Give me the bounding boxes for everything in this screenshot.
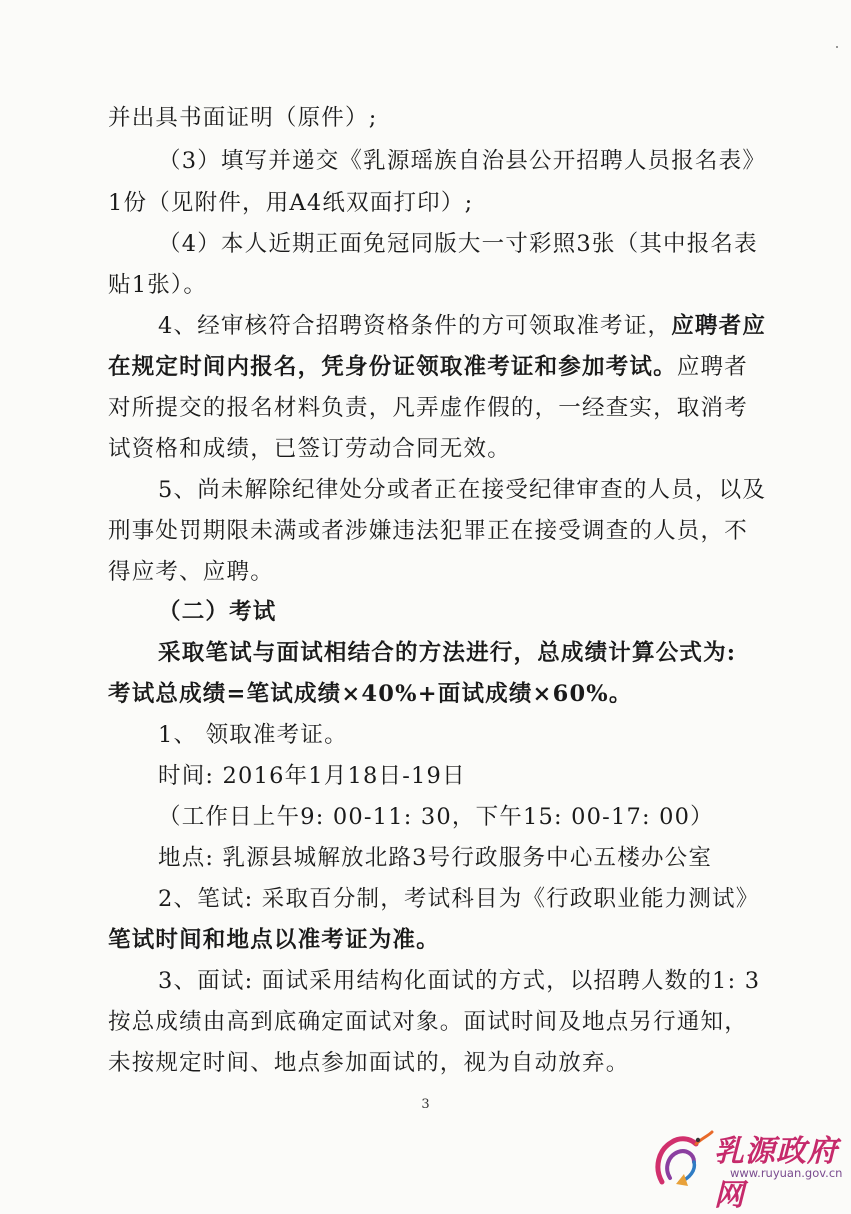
text-line: 3、面试: 面试采用结构化面试的方式，以招聘人数的1: 3 bbox=[158, 968, 761, 994]
dragon-logo-icon bbox=[650, 1124, 716, 1190]
text-line: 2、笔试: 采取百分制，考试科目为《行政职业能力测试》 bbox=[158, 886, 760, 912]
text-line: 1、 领取准考证。 bbox=[158, 722, 348, 748]
text-line: 1份（见附件，用A4纸双面打印）; bbox=[108, 190, 474, 216]
text-line: （3）填写并递交《乳源瑶族自治县公开招聘人员报名表》 bbox=[158, 148, 767, 174]
text-line: 在规定时间内报名，凭身份证领取准考证和参加考试。应聘者 bbox=[108, 354, 748, 380]
text-line: 按总成绩由高到底确定面试对象。面试时间及地点另行通知， bbox=[108, 1009, 748, 1035]
text-line: 未按规定时间、地点参加面试的，视为自动放弃。 bbox=[108, 1050, 630, 1076]
text-line: 试资格和成绩，已签订劳动合同无效。 bbox=[108, 436, 511, 462]
page-number: 3 bbox=[421, 1097, 430, 1112]
scan-speck bbox=[836, 46, 838, 48]
site-watermark bbox=[650, 1116, 845, 1213]
text-line: 笔试时间和地点以准考证为准。 bbox=[108, 927, 440, 953]
text-line: 得应考、应聘。 bbox=[108, 559, 274, 585]
text-line: 贴1张）。 bbox=[108, 272, 208, 298]
text-line: 对所提交的报名材料负责，凡弄虚作假的，一经查实，取消考 bbox=[108, 395, 748, 421]
text-line: 刑事处罚期限未满或者涉嫌违法犯罪正在接受调查的人员，不 bbox=[108, 518, 748, 544]
text-line: （4）本人近期正面免冠同版大一寸彩照3张（其中报名表 bbox=[158, 231, 758, 257]
text-line: （工作日上午9: 00-11: 30，下午15: 00-17: 00） bbox=[158, 804, 714, 830]
text-line: 4、经审核符合招聘资格条件的方可领取准考证，应聘者应 bbox=[158, 313, 767, 339]
watermark-site-name: 乳源政府网 bbox=[714, 1134, 838, 1213]
watermark-url: www.ruyuan.gov.cn bbox=[730, 1166, 843, 1180]
text-line: 5、尚未解除纪律处分或者正在接受纪律审查的人员，以及 bbox=[158, 477, 767, 503]
section-heading: （二）考试 bbox=[158, 599, 277, 625]
text-line: 时间: 2016年1月18日-19日 bbox=[158, 763, 466, 789]
text-line: 并出具书面证明（原件）; bbox=[108, 105, 378, 131]
text-line: 采取笔试与面试相结合的方法进行，总成绩计算公式为: bbox=[158, 640, 737, 666]
formula-line: 考试总成绩=笔试成绩×40%+面试成绩×60%。 bbox=[108, 681, 633, 707]
text-line: 地点: 乳源县城解放北路3号行政服务中心五楼办公室 bbox=[158, 845, 713, 871]
